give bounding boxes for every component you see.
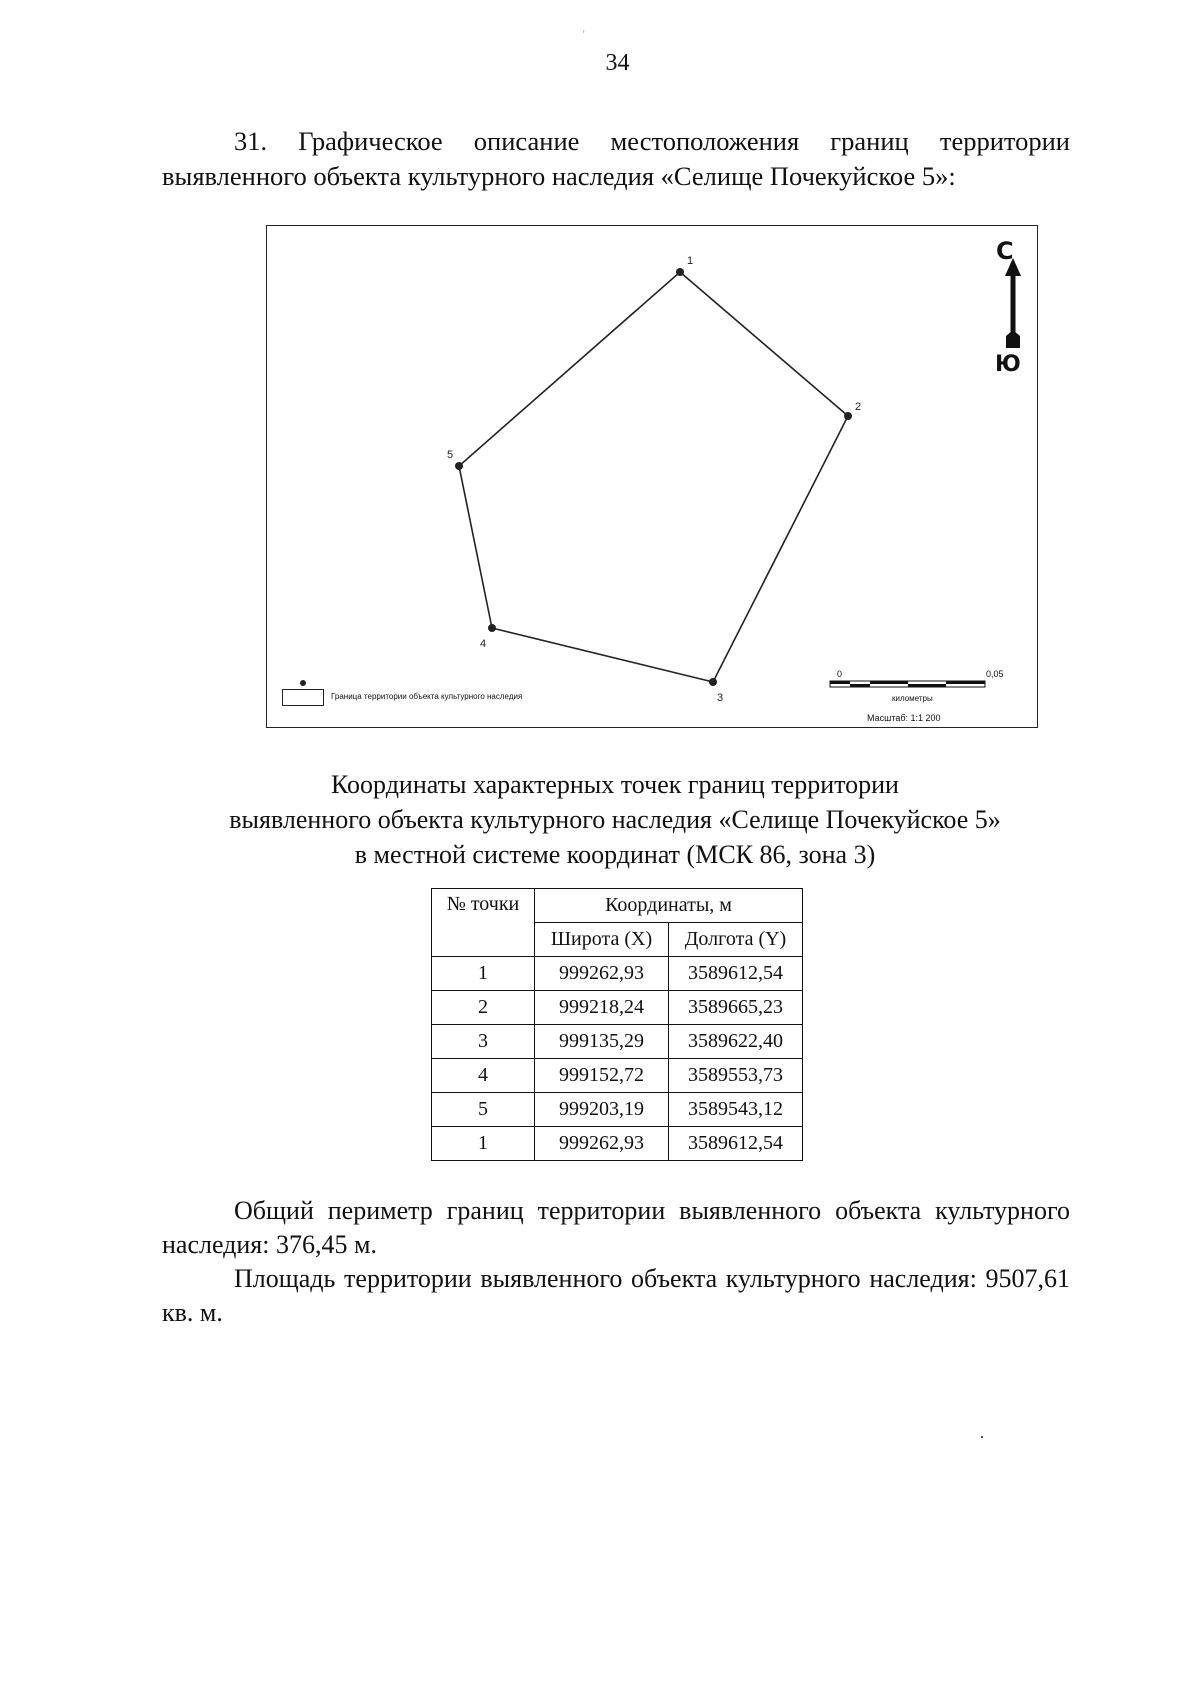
- page-number: 34: [605, 50, 630, 76]
- cell-y: 3589543,12: [669, 1093, 803, 1127]
- caption-line-1: Координаты характерных точек границ территории: [331, 770, 899, 799]
- scale-unit-label: километры: [892, 694, 933, 703]
- area-text: Площадь территории выявленного объекта культурного наследия: 9507,61 кв. м.: [162, 1264, 1070, 1327]
- territory-boundary-polygon: [459, 272, 848, 682]
- compass-north-label: С: [996, 237, 1014, 265]
- north-arrow-icon: [1005, 258, 1021, 348]
- cell-point: 2: [432, 991, 535, 1025]
- cell-point: 1: [432, 1127, 535, 1161]
- caption-line-2: выявленного объекта культурного наследия «Селище Почекуйское 5»: [229, 805, 1001, 834]
- legend-label: Граница территории объекта культурного наследия: [331, 692, 523, 701]
- header-point-number: № точки: [432, 889, 535, 957]
- table-row: [432, 1025, 803, 1059]
- cell-x: 999262,93: [535, 1127, 669, 1161]
- scale-bar-icon: [830, 681, 985, 687]
- table-caption: [150, 767, 1080, 872]
- cell-y: 3589612,54: [669, 957, 803, 991]
- cell-x: 999203,19: [535, 1093, 669, 1127]
- table-row: [432, 1059, 803, 1093]
- boundary-map-svg: [267, 226, 1039, 729]
- section-heading-text: 31. Графическое описание местоположения границ территории выявленного объекта культурного наследия «Селище Почекуйское 5»:: [162, 126, 1070, 191]
- scale-max-label: 0,05: [986, 669, 1004, 679]
- cell-y: 3589612,54: [669, 1127, 803, 1161]
- boundary-point-2: [844, 412, 852, 420]
- legend-boundary-icon: [282, 689, 324, 706]
- boundary-point-5: [455, 462, 463, 470]
- cell-y: 3589665,23: [669, 991, 803, 1025]
- section-heading: [162, 124, 1070, 194]
- header-coordinates: Координаты, м: [535, 889, 803, 923]
- boundary-point-4: [488, 624, 496, 632]
- table-row: [432, 1093, 803, 1127]
- header-longitude-y: Долгота (Y): [669, 923, 803, 957]
- cell-point: 4: [432, 1059, 535, 1093]
- header-latitude-x: Широта (X): [535, 923, 669, 957]
- area-paragraph: [162, 1262, 1070, 1330]
- cell-point: 1: [432, 957, 535, 991]
- perimeter-text: Общий периметр границ территории выявленного объекта культурного наследия: 376,45 м.: [162, 1196, 1070, 1259]
- boundary-map: [266, 225, 1038, 728]
- cell-point: 3: [432, 1025, 535, 1059]
- coordinates-table: [431, 888, 803, 1161]
- point-label-4: 4: [480, 638, 487, 650]
- perimeter-paragraph: [162, 1194, 1070, 1262]
- scan-mark: ʾ: [582, 30, 586, 41]
- legend-point-icon: [300, 680, 306, 686]
- table-row: [432, 957, 803, 991]
- cell-x: 999262,93: [535, 957, 669, 991]
- scan-dust: [981, 1436, 983, 1438]
- table-row: [432, 991, 803, 1025]
- boundary-point-3: [709, 678, 717, 686]
- point-label-2: 2: [855, 401, 862, 413]
- caption-line-3: в местной системе координат (МСК 86, зона 3): [354, 840, 876, 869]
- cell-y: 3589553,73: [669, 1059, 803, 1093]
- scale-ratio-label: Масштаб: 1:1 200: [867, 713, 941, 723]
- boundary-point-1: [676, 268, 684, 276]
- cell-x: 999135,29: [535, 1025, 669, 1059]
- table-row: [432, 1127, 803, 1161]
- cell-point: 5: [432, 1093, 535, 1127]
- cell-x: 999152,72: [535, 1059, 669, 1093]
- cell-y: 3589622,40: [669, 1025, 803, 1059]
- point-label-3: 3: [717, 692, 724, 704]
- table-header-row: [432, 889, 803, 923]
- compass-south-label: Ю: [995, 352, 1021, 377]
- point-label-5: 5: [447, 449, 454, 461]
- cell-x: 999218,24: [535, 991, 669, 1025]
- scale-zero-label: 0: [837, 669, 843, 679]
- point-label-1: 1: [687, 255, 694, 267]
